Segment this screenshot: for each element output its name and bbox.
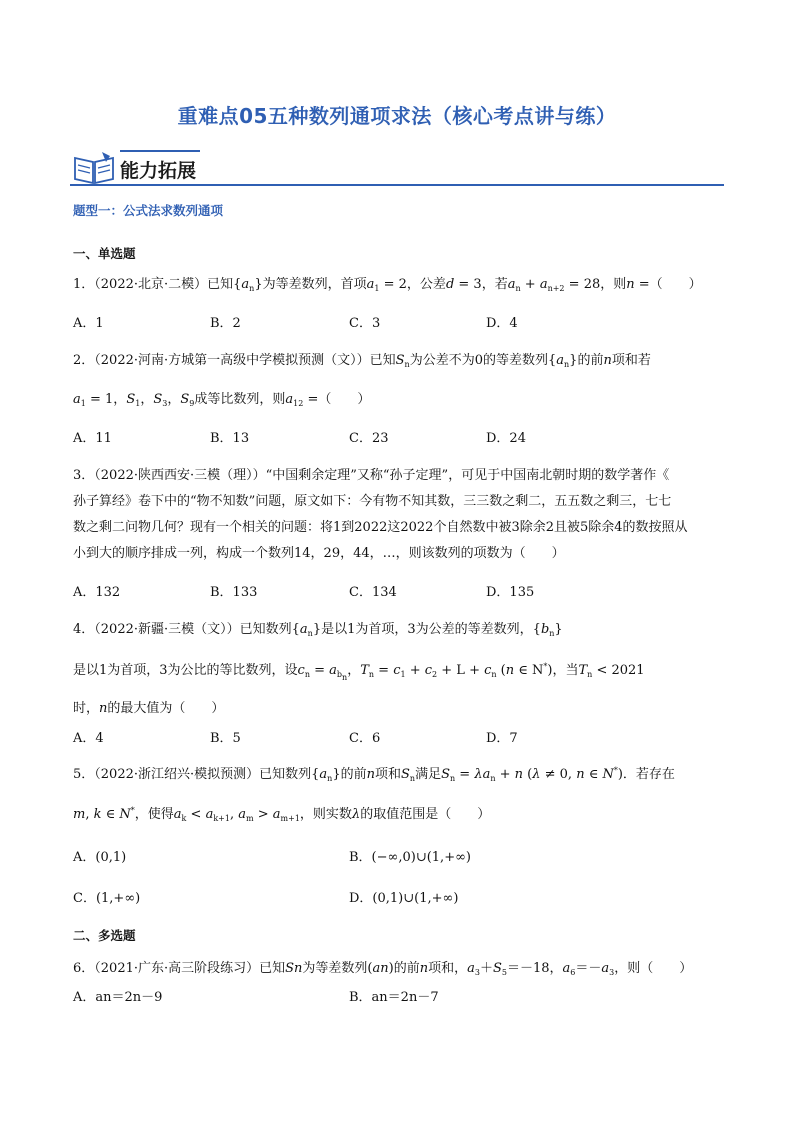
question-1-option-b: B．2 <box>210 316 241 331</box>
question-5-option-b: B．(−∞,0)∪(1,+∞) <box>349 850 471 865</box>
question-2-option-b: B．13 <box>210 431 250 446</box>
question-6-option-b: B．an＝2n－7 <box>349 990 439 1005</box>
question-3-option-d: D．135 <box>486 585 535 600</box>
open-book-icon <box>72 150 116 186</box>
question-3-line-2: 孙子算经》卷下中的“物不知数”问题，原文如下：今有物不知其数，三三数之剩二，五五数之剩三，七七 <box>73 494 672 509</box>
multiple-choice-heading: 二、多选题 <box>73 928 136 943</box>
question-6-option-a: A．an＝2n－9 <box>73 990 163 1005</box>
question-4-stem-line-3: 时，n的最大值为（ ） <box>73 701 225 716</box>
section-banner <box>70 150 724 188</box>
question-2-stem-line-1: 2．（2022·河南·方城第一高级中学模拟预测（文））已知$S_n$为公差不为0的等差数列$\{a_n\}$的前n项和若 <box>73 353 651 369</box>
question-4-option-d: D．7 <box>486 731 518 746</box>
question-1-option-c: C．3 <box>349 316 381 331</box>
question-4-stem-line-2: 是以1为首项，3为公比的等比数列，设$c_n = a_{b_n}$，$T_n = c_1 + c_2 + L + c_n$ (n ∈ N*)，当$T_n < 2021$ <box>73 662 645 682</box>
question-3-line-1: 3．（2022·陕西西安·三模（理））“中国剩余定理”又称“孙子定理”，可见于中国南北朝时期的数学著作《 <box>73 468 670 483</box>
question-1-stem: 1．（2022·北京·二模）已知$\{a_n\}$为等差数列，首项$a_1 = 2$，公差d = 3，若$a_n + a_{n+2} = 28$，则n =（ ） <box>73 277 702 293</box>
question-3-option-b: B．133 <box>210 585 258 600</box>
banner-accent-line <box>120 150 200 152</box>
question-5-stem-line-1: 5．（2022·浙江绍兴·模拟预测）已知数列$\{a_n\}$的前n项和$S_n$满足$S_n = \lambda a_n + n$ (λ ≠ 0, n ∈ N*)．若存在 <box>73 766 675 783</box>
question-3-option-a: A．132 <box>73 585 121 600</box>
question-6-stem: 6．（2021·广东·高三阶段练习）已知Sn为等差数列(an)的前n项和，$a_3+S_5=-18$，$a_6=-a_3$，则（ ） <box>73 961 693 977</box>
question-4-option-b: B．5 <box>210 731 241 746</box>
question-5-option-d: D．(0,1)∪(1,+∞) <box>349 891 459 906</box>
question-4-option-c: C．6 <box>349 731 381 746</box>
question-4-option-a: A．4 <box>73 731 104 746</box>
question-2-option-a: A．11 <box>73 431 112 446</box>
banner-label: 能力拓展 <box>120 160 197 182</box>
question-4-stem-line-1: 4．（2022·新疆·三模（文））已知数列$\{a_n\}$是以1为首项，3为公差的等差数列，$\{b_n\}$ <box>73 622 563 638</box>
question-2-option-d: D．24 <box>486 431 526 446</box>
question-5-stem-line-2: m, k ∈ N*，使得$a_k < a_{k+1}$, $a_m > a_{m+1}$，则实数λ的取值范围是（ ） <box>73 806 491 823</box>
single-choice-heading: 一、单选题 <box>73 246 136 261</box>
question-2-stem-line-2: $a_1 = 1$，$S_1$，$S_3$，$S_9$成等比数列，则$a_{12}$ =（ ） <box>73 392 371 408</box>
question-3-line-4: 小到大的顺序排成一列，构成一个数列14，29，44，…，则该数列的项数为（ ） <box>73 546 565 561</box>
type-heading: 题型一：公式法求数列通项 <box>73 203 224 218</box>
question-1-option-d: D．4 <box>486 316 518 331</box>
question-5-option-a: A．(0,1) <box>73 850 127 865</box>
question-2-option-c: C．23 <box>349 431 389 446</box>
question-3-line-3: 数之剩二问物几何？现有一个相关的问题：将1到2022这2022个自然数中被3除余2且被5除余4的数按照从 <box>73 520 688 535</box>
banner-rule <box>70 184 724 186</box>
question-1-option-a: A．1 <box>73 316 104 331</box>
page-title: 重难点05五种数列通项求法（核心考点讲与练） <box>177 104 617 128</box>
question-5-option-c: C．(1,+∞) <box>73 891 141 906</box>
question-3-option-c: C．134 <box>349 585 397 600</box>
